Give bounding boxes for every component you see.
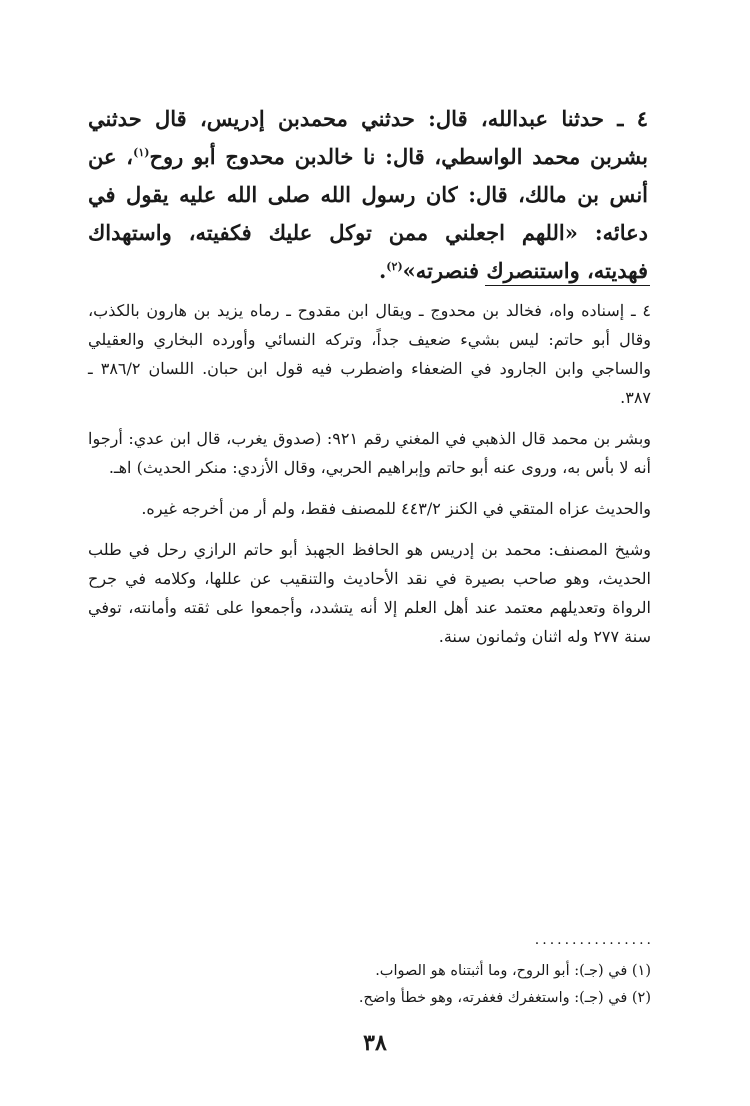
footnote-separator: ................ [534,932,654,948]
footnote-1: (١) في (جـ): أبو الروح، وما أثبتناه هو الصواب. [375,963,651,979]
footnote-ref-1: (١) [133,146,150,159]
hadith-end: . [378,258,387,283]
commentary-shaykh: وشيخ المصنف: محمد بن إدريس هو الحافظ الجهبذ أبو حاتم الرازي رحل في طلب الحديث، وهو صاحب بصيرة في نقد الأحاديث والتنقيب عن عللها، وكلامه في جرح الرواة وتعديلهم معتمد عند أهل العلم إلا أنه يتشدد، وأجمعوا على ثقته وأمانته، توفي سنة ٢٧٧ وله اثنان وثمانون سنة. [88,540,651,646]
commentary-bishr: وبشر بن محمد قال الذهبي في المغني رقم ٩٢١: (صدوق يغرب، قال ابن عدي: أرجوا أنه لا بأس به، وروى عنه أبو حاتم وإبراهيم الحربي، وقال الأزدي: منكر الحديث) اهـ. [88,429,651,477]
hadith-text [88,100,648,290]
section-divider [485,285,650,286]
hadith-opening: ٤ ـ حدثنا عبدالله، قال: حدثني محمدبن إدريس، قال حدثني بشربن محمد الواسطي، قال: نا خالدبن محدوج أبو روح [88,106,648,169]
hadith-paragraph [88,100,648,290]
commentary-isnad: ٤ ـ إسناده واه، فخالد بن محدوج ـ ويقال ابن مقدوح ـ رماه يزيد بن هارون بالكذب، وقال أبو حاتم: ليس بشيء ضعيف جداً، وتركه النسائي وأورده البخاري والعقيلي والساجي وابن الجارود في الضعفاء واضطرب فيه قول ابن حبان. اللسان ٣٨٦/٢ ـ ٣٨٧. [88,301,651,407]
footnotes [200,958,651,1012]
hadith-body: ، عن أنس بن مالك، قال: كان رسول الله صلى الله عليه يقول في دعائه: «اللهم اجعلني ممن توكل عليك فكفيته، واستهداك فهديته، واستنصرك فنصرته» [88,144,648,283]
commentary-section [88,296,651,665]
footnote-2: (٢) في (جـ): واستغفرك فغفرته، وهو خطأ واضح. [358,990,651,1006]
page-number: ٣٨ [363,1030,387,1056]
commentary-takhrij: والحديث عزاه المتقي في الكنز ٤٤٣/٢ للمصنف فقط، ولم أر من أخرجه غيره. [141,499,651,518]
footnote-ref-2: (٢) [386,260,403,273]
